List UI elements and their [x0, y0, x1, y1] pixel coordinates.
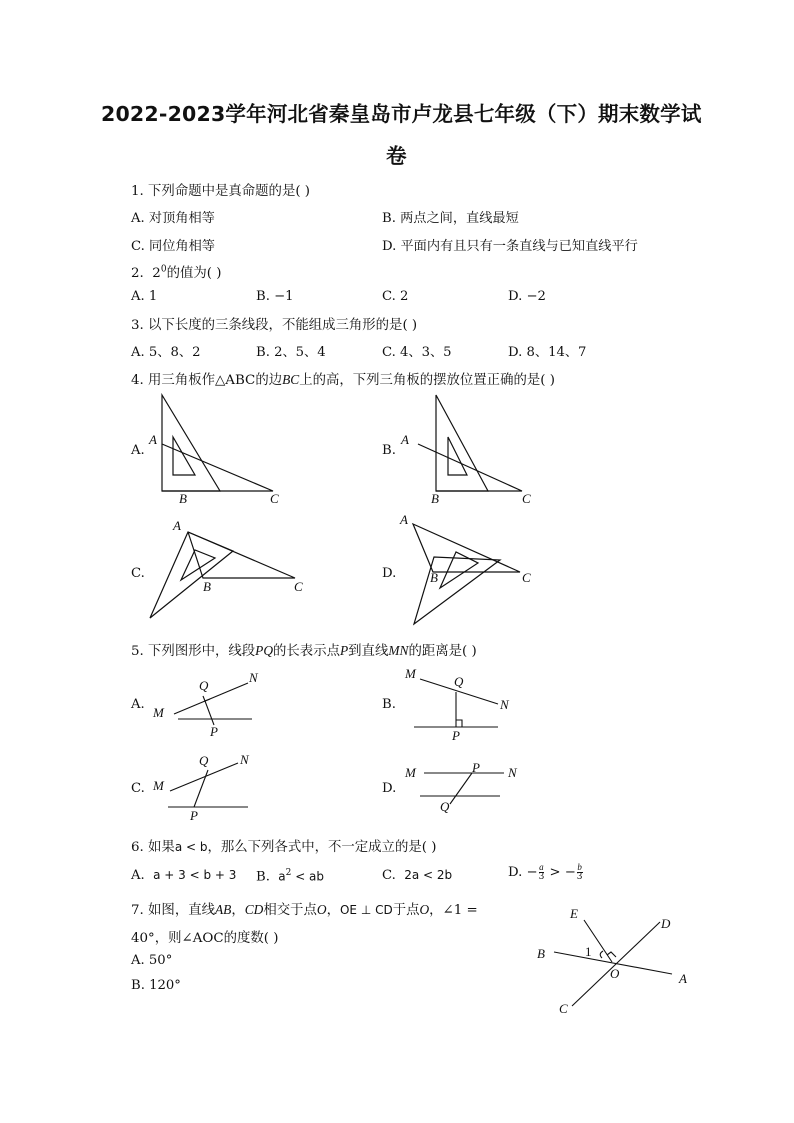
q7-oe-perp-cd: OE ⊥ CD [339, 903, 393, 917]
q5a-line-mn [174, 683, 248, 714]
q6-option-b [256, 868, 324, 884]
q6-option-a-label: A. [131, 868, 145, 883]
q4b-triangle-abc [418, 444, 522, 491]
q6-option-a-expr: a + 3 < b + 3 [153, 868, 237, 882]
q7-line-ab: AB [215, 902, 232, 917]
q4a-outer-triangle [162, 395, 220, 491]
q5c-label-q: Q [199, 753, 209, 768]
q4-option-b-label: B. [382, 443, 396, 458]
q5-stem-pre: 5. 下列图形中，线段 [131, 644, 256, 659]
q6-frac-a-num: a [539, 862, 544, 872]
q7-stem-mid: 相交于点 [263, 903, 317, 918]
q4-figure-b [396, 392, 546, 507]
q4-stem-post: 上的高，下列三角板的摆放位置正确的是( ) [299, 373, 555, 388]
q5d-label-p: P [472, 760, 480, 775]
q5-stem [131, 640, 477, 659]
q4b-outer-triangle [436, 395, 488, 491]
q7-line-cd: CD [244, 902, 264, 917]
q1-option-a: A. 对顶角相等 [131, 211, 215, 226]
q6-option-b-exp: 2 [285, 868, 292, 878]
q7-stem-mid2: 于点 [392, 903, 420, 918]
q4d-triangle-abc [413, 524, 520, 572]
q4-stem-mid: 的边 [255, 373, 283, 388]
q1-option-d: D. 平面内有且只有一条直线与已知直线平行 [382, 239, 638, 254]
q7-point-o-2: O [419, 902, 430, 917]
q2-stem-rest: 的值为( ) [166, 266, 222, 281]
q5-option-b-label: B. [382, 697, 396, 712]
q1-option-b: B. 两点之间，直线最短 [382, 211, 519, 226]
q7-label-o: O [610, 966, 620, 981]
q4d-label-a: A [400, 512, 408, 527]
q5a-label-p: P [210, 724, 218, 739]
page-title-continued: 卷 [386, 144, 407, 168]
q5d-label-q: Q [440, 799, 450, 814]
q4a-triangle-abc [162, 444, 273, 491]
q7-line-cd [572, 922, 660, 1006]
q7-label-c: C [559, 1001, 568, 1016]
q4b-label-c: C [522, 491, 531, 506]
q2-option-b: B. −1 [256, 289, 294, 304]
q4-stem [131, 369, 555, 388]
q7-label-a: A [679, 971, 687, 986]
q5a-right-angle-mark [203, 696, 210, 701]
q7-angle-1-arc [600, 951, 603, 958]
q4c-label-b: B [203, 579, 211, 594]
q5d-label-m: M [405, 765, 416, 780]
q6-stem-pre: 6. 如果 [131, 840, 175, 855]
q6-option-c [382, 868, 452, 883]
q3-option-d: D. 8、14、7 [508, 345, 587, 360]
q5c-label-p: P [190, 808, 198, 823]
q4-side-bc: BC [282, 372, 300, 387]
q5-option-c-label: C. [131, 781, 145, 796]
q7-figure [532, 902, 697, 1020]
page-title: 2022-2023学年河北省秦皇岛市卢龙县七年级（下）期末数学试 [101, 102, 702, 126]
q4-option-d-label: D. [382, 566, 397, 581]
q2-option-d: D. −2 [508, 289, 546, 304]
q6-stem [131, 836, 436, 855]
q6-option-b-base: a [278, 869, 286, 884]
q4a-label-a: A [149, 432, 157, 447]
q2-base: 2 [152, 266, 161, 281]
q4b-label-b: B [431, 491, 439, 506]
q5d-label-n: N [508, 765, 517, 780]
q5-line-mn: MN [388, 643, 409, 658]
q5-option-d-label: D. [382, 781, 397, 796]
q5a-label-n: N [249, 670, 258, 685]
q5b-label-q: Q [454, 674, 464, 689]
q6-option-b-label: B. [256, 869, 270, 885]
q4b-label-a: A [401, 432, 409, 447]
q4d-outer-triangle [414, 557, 500, 624]
q5a-segment-pq [205, 701, 214, 725]
q5-figure-c [148, 752, 268, 824]
q2-stem [131, 262, 221, 281]
q7-label-e: E [570, 906, 578, 921]
q4-figure-c [145, 518, 305, 623]
q6-frac-b-den: 3 [576, 872, 583, 882]
q5-figure-b [400, 664, 520, 744]
q4-triangle-abc: △ABC [215, 373, 256, 388]
q7-stem-line2: 40°，则∠AOC的度数( ) [131, 931, 279, 946]
q6-stem-post: ，那么下列各式中，不一定成立的是( ) [207, 840, 437, 855]
q7-comma-2: ， [326, 903, 340, 918]
q2-option-c: C. 2 [382, 289, 409, 304]
q4c-outer-triangle [150, 532, 233, 618]
q4d-label-b: B [430, 570, 438, 585]
q6-option-d-label: D. [508, 865, 523, 880]
q3-option-c: C. 4、3、5 [382, 345, 452, 360]
q7-label-d: D [661, 916, 671, 931]
q5d-segment-pq [450, 773, 472, 804]
q5a-label-m: M [153, 705, 164, 720]
q6-option-d-frac-b [577, 863, 583, 882]
q4a-label-c: C [270, 491, 279, 506]
q4-figure-a [145, 392, 295, 507]
q7-angle-1: ，∠1 = [429, 903, 478, 918]
q4-option-a-label: A. [131, 443, 145, 458]
q6-option-c-label: C. [382, 868, 396, 883]
q2-number: 2. [131, 266, 144, 281]
q6-option-d-neg: − [526, 865, 538, 880]
q6-condition: a < b [174, 840, 208, 854]
q5-figure-d [400, 756, 530, 818]
q7-comma: ， [231, 903, 245, 918]
q3-stem: 3. 以下长度的三条线段，不能组成三角形的是( ) [131, 318, 418, 333]
q6-option-d [508, 863, 584, 882]
q5-stem-mid: 的长表示点 [273, 644, 340, 659]
q5-option-a-label: A. [131, 697, 145, 712]
q6-option-d-gt: > − [545, 865, 576, 880]
q6-option-c-expr: 2a < 2b [404, 868, 453, 882]
q4d-label-c: C [522, 570, 531, 585]
q7-option-a: A. 50° [131, 953, 173, 968]
q5b-label-n: N [500, 697, 509, 712]
q7-stem [131, 899, 478, 918]
q7-option-b: B. 120° [131, 978, 181, 993]
q5-segment-pq: PQ [255, 643, 274, 658]
q6-option-d-frac-a [539, 863, 545, 882]
q5b-label-p: P [452, 728, 460, 743]
q1-option-c: C. 同位角相等 [131, 239, 215, 254]
q6-frac-a-den: 3 [538, 872, 545, 882]
q4c-triangle-abc [188, 532, 295, 578]
q5c-segment-pq [194, 770, 208, 807]
q7-stem-pre: 7. 如图，直线 [131, 903, 215, 918]
q7-label-1: 1 [585, 944, 592, 959]
q4c-label-a: A [173, 518, 181, 533]
q4-stem-pre: 4. 用三角板作 [131, 373, 215, 388]
q3-option-b: B. 2、5、4 [256, 345, 326, 360]
q5-stem-post: 的距离是( ) [408, 644, 477, 659]
q5a-label-q: Q [199, 678, 209, 693]
q7-point-o: O [316, 902, 327, 917]
q5c-label-m: M [153, 778, 164, 793]
q4c-label-c: C [294, 579, 303, 594]
q1-stem: 1. 下列命题中是真命题的是( ) [131, 184, 311, 199]
q7-label-b: B [537, 946, 545, 961]
q5b-right-angle-mark [456, 720, 462, 727]
q5b-label-m: M [405, 666, 416, 681]
q4c-inner-triangle [181, 550, 215, 580]
q4a-label-b: B [179, 491, 187, 506]
q5-stem-mid2: 到直线 [348, 644, 389, 659]
q4b-inner-triangle [448, 437, 467, 475]
q5c-label-n: N [240, 752, 249, 767]
q3-option-a: A. 5、8、2 [131, 345, 201, 360]
q4-option-c-label: C. [131, 566, 145, 581]
q6-frac-b-num: b [577, 862, 582, 872]
q5-figure-a [148, 668, 268, 740]
q4-figure-d [396, 512, 546, 630]
q2-option-a: A. 1 [131, 289, 158, 304]
q6-option-b-rest: < ab [291, 869, 325, 884]
q5-point-p: P [339, 643, 349, 658]
q6-option-a [131, 868, 236, 883]
q2-exponent: 0 [160, 264, 167, 275]
